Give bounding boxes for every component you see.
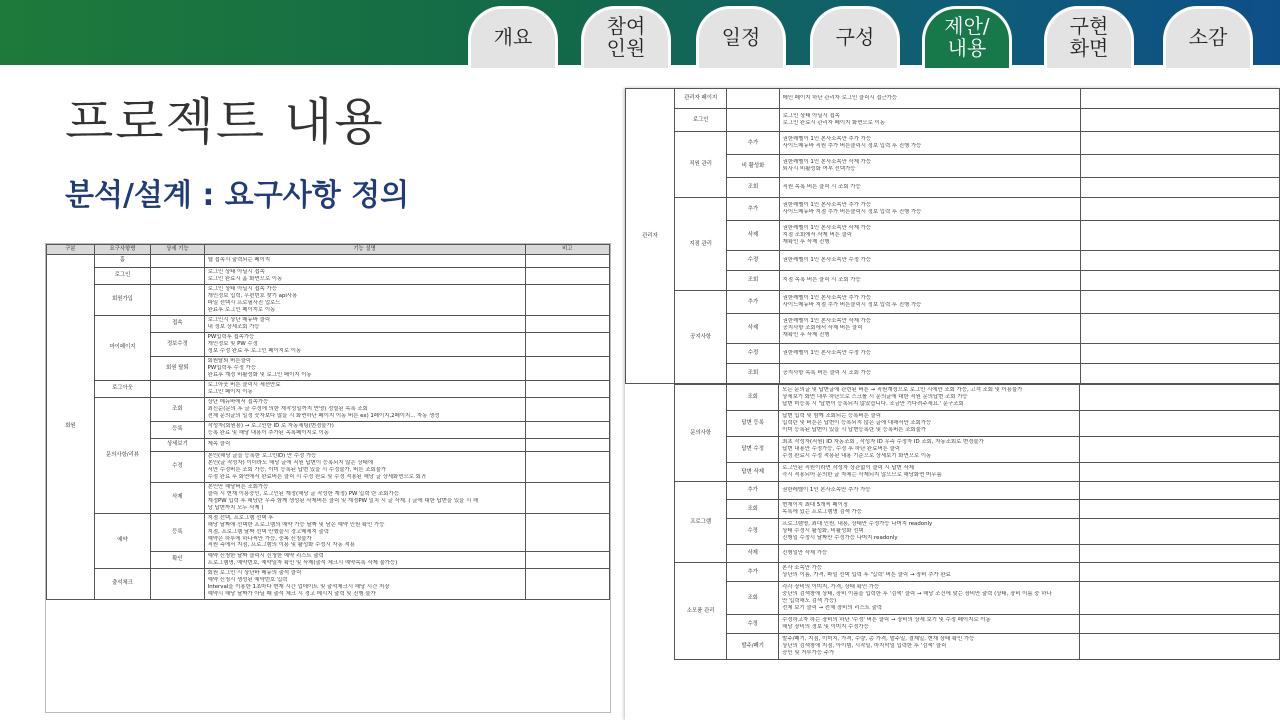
requirement-name-cell: 로그인 xyxy=(675,109,727,132)
description-line: 권한레벨이 1인 본사소속만 추가 가능 xyxy=(782,295,872,302)
function-description-cell xyxy=(779,437,1080,463)
description-line: 메인 페이지 하단 관리자 로그인 클릭시 접근가능 xyxy=(782,95,898,102)
group-cell: 회원 xyxy=(47,254,95,599)
function-description-cell xyxy=(204,254,525,267)
detail-function-cell: 회원 탈퇴 xyxy=(151,356,204,380)
table-row xyxy=(47,568,610,599)
description-line: 예약시 해당 날짜가 아닐 때 출석 체크 시 경고 메시지 출력 및 진행 불가 xyxy=(207,590,376,597)
description-line: 답변 미등록 시 '답변이 등록되지 않았습니다. 조금만 기다려주세요.' 문구조회 xyxy=(782,400,964,407)
description-line: 중단의 검색창에 상태, 장비 이름을 입력한 후 '검색' 클릭 → 해당 조건에 맞는 장비만 출력 (상태, 장비 이름 중 하나 xyxy=(782,591,1052,598)
tab-3[interactable]: 구성 xyxy=(810,6,900,68)
tab-5[interactable]: 구현 화면 xyxy=(1044,6,1134,68)
description-line: 로그인 완료시 관리자 페이지 화면으로 이동 xyxy=(782,120,885,126)
table-row xyxy=(675,615,1280,634)
note-cell xyxy=(1079,482,1279,500)
description-line: 계정PW 입력 후 해당란 우측 함께 생성된 삭제버튼 클릭 및 계정PW 일치 시 글 삭제. ( 글에 대한 답변을 있을 시 해 xyxy=(207,497,479,504)
requirement-name-cell: 공지사항 xyxy=(675,291,727,384)
function-description-cell xyxy=(204,513,525,551)
detail-function-cell: 수정 xyxy=(727,615,779,634)
description-line: 로그인 상태 아닐시 접속 가능 xyxy=(207,286,277,293)
note-cell xyxy=(1080,251,1280,271)
function-description-cell xyxy=(204,315,525,332)
note-cell xyxy=(1079,463,1279,482)
description-line: 전체 문의글의 일정 숫자보다 많을 시 화면하단 페이지 이동 버튼 ex) 1페이지,2페이지... 자동 생성 xyxy=(207,412,440,419)
requirement-name-cell: 소모품 관리 xyxy=(675,563,727,660)
detail-function-cell: 정보수정 xyxy=(151,332,204,356)
note-cell xyxy=(525,397,609,421)
function-description-cell xyxy=(779,482,1080,500)
description-line: 현재이지 최대 5개씩 페이징 xyxy=(782,502,849,509)
table-row xyxy=(626,89,1280,109)
detail-function-cell: 상세보기 xyxy=(151,438,204,451)
function-description-cell xyxy=(779,198,1080,221)
description-line: 최초 작성자(직원) ID 자동조회 , 작성자 ID 우측 수정자 ID 조회, 자동조회로 변경불가 xyxy=(782,439,984,446)
function-description-cell xyxy=(779,545,1080,563)
note-cell xyxy=(525,421,609,438)
note-cell xyxy=(1079,634,1279,660)
requirements-table-admin-continued xyxy=(674,384,1280,660)
description-line: 등록 완료 및 해당 내용이 추가된 목록페이지로 이동 xyxy=(207,429,329,436)
table-row xyxy=(47,513,610,551)
description-line: 로그인 완료시 홈 화면으로 이동 xyxy=(207,275,283,282)
description-line: 최신순(문의 후 글 수정에 의한 재작성일까지 반영) 정렬된 목록 조회 xyxy=(207,405,368,412)
description-line: 권한레벨이 1인 본사소속만 추가 가능 xyxy=(782,487,871,494)
description-line: 정보 수정 완료 후 로그인 페이지로 이동 xyxy=(207,347,302,354)
detail-function-cell: 발주/폐기 xyxy=(727,634,779,660)
description-line: 모든 문의글 및 답변글에 관련된 버튼 → 직원계정으로 로그인 시에만 조회 가능, 고객 조회 및 이용불가 xyxy=(782,387,1023,394)
description-line: 회원 로그인 시 상단바 메뉴의 출석 클릭 xyxy=(207,570,302,577)
description-line: 로그인 상태 아닐시 접속 xyxy=(782,113,840,120)
description-line: 완료후 로그인 페이지로 이동 xyxy=(207,306,276,313)
function-description-cell xyxy=(204,332,525,356)
table-row xyxy=(626,109,1280,132)
detail-function-cell xyxy=(151,380,204,397)
function-description-cell xyxy=(779,132,1080,155)
note-cell xyxy=(525,267,609,284)
description-line: 예약 신청한 날짜 클릭시 신청한 예약 리스트 출력 xyxy=(207,553,324,559)
note-cell xyxy=(1080,109,1280,132)
description-line: 전체 보기 클릭 → 전체 장비의 리스트 출력 xyxy=(782,604,882,611)
description-line: 당 답변까지 모두 삭제 ) xyxy=(207,504,264,511)
description-line: 웹 접속시 출력되는 페이지 xyxy=(207,257,271,264)
function-description-cell xyxy=(779,463,1080,482)
requirement-name-cell: 회원가입 xyxy=(94,284,150,315)
description-line: 프로그램명, 최대 인원, 내용, 상태만 수정가능 나머지 readonly xyxy=(782,521,933,528)
detail-function-cell: 추가 xyxy=(727,482,779,500)
table-header-cell: 요구사항명 xyxy=(94,245,150,255)
description-line: 개인정보 및 PW 수정 xyxy=(207,340,258,347)
requirements-document-member xyxy=(45,243,611,713)
description-line: 상세보기 화면 내부 하단으로 스크롤 시 문의글에 대한 직원 문의답변 조회 가능 xyxy=(782,394,968,401)
description-line: 지점 선택, 프로그램 선택 후 xyxy=(207,515,274,522)
table-row xyxy=(626,198,1280,221)
table-row xyxy=(675,463,1280,482)
description-line: 수정 완료시 수정 적용된 내용 기준으로 상세보기 화면으로 이동 xyxy=(782,452,932,459)
description-line: 해당 장비의 정보 및 이미지 수정가능 xyxy=(782,624,869,630)
description-line: 퇴사시 비활성화 여부 선택가능 xyxy=(782,166,856,172)
function-description-cell xyxy=(204,551,525,568)
description-line: 권한레벨이 1인 본사소속만 수정 가능 xyxy=(782,257,872,264)
description-line: 로그인 상태 아닐시 접속 xyxy=(207,269,265,275)
table-row xyxy=(47,380,610,397)
detail-function-cell: 등록 xyxy=(151,513,204,551)
detail-function-cell: 조회 xyxy=(727,582,779,615)
requirement-name-cell: 관리자 페이지 xyxy=(675,89,727,109)
description-line: 제목 클릭 xyxy=(207,441,231,448)
note-cell xyxy=(1079,582,1279,615)
requirement-name-cell: 문의사항/리뷰 xyxy=(94,397,150,513)
function-description-cell xyxy=(779,178,1080,198)
note-cell xyxy=(1080,155,1280,178)
detail-function-cell: 추가 xyxy=(727,198,779,221)
description-line: 이미 등록된 답변이 있을 시 답변등록란 및 등록버튼 조회불가 xyxy=(782,426,927,433)
note-cell xyxy=(1080,344,1280,364)
description-line: 권한레벨이 1인 본사소속만 수정 가능 xyxy=(782,350,872,357)
note-cell xyxy=(525,332,609,356)
function-description-cell xyxy=(204,397,525,421)
table-row xyxy=(675,519,1280,545)
description-line: 만 입력해도 검색 가능) xyxy=(782,598,837,604)
note-cell xyxy=(1079,437,1279,463)
description-line: 진행일만 삭제 가능 xyxy=(782,550,828,557)
description-line: 프로그램명, 예약번호, 예약일자 확인 및 삭제(출석 체크시 예약목록 삭제 불가능) xyxy=(207,559,398,566)
description-line: 재확인 후 삭제 진행 xyxy=(782,238,830,245)
description-line: 공지사항 목록 버튼 클릭 시 조회 가능 xyxy=(782,370,872,377)
description-line: 답변 내용만 수정가능, 수정 후 하단 완료버튼 클릭 xyxy=(782,446,901,453)
description-line: 본사 소속만 가능 xyxy=(782,565,823,572)
description-line: 로그인 페이지 이동 xyxy=(207,388,253,395)
function-description-cell xyxy=(779,385,1080,411)
table-row xyxy=(626,132,1280,155)
table-row xyxy=(47,284,610,315)
function-description-cell xyxy=(204,284,525,315)
description-line: 서만 수정버튼 조회 가능, 이미 등록된 답변 있을 시 수정불가, 버튼 조회불가 xyxy=(207,466,387,473)
function-description-cell xyxy=(204,356,525,380)
note-cell xyxy=(1079,615,1279,634)
description-line: 공지사항 조회에서 삭제 버튼 클릭 xyxy=(782,325,863,332)
note-cell xyxy=(525,513,609,551)
description-line: 클릭 시 현재 이용중인, 로그인된 계정(해당 글 작성한 계정) PW 입력 란 조회가능 xyxy=(207,491,399,497)
description-line: 로그인된 직원이라면 작성자 상관없이 클릭 시 답변 삭제 xyxy=(782,465,914,472)
requirements-document-admin xyxy=(625,88,1280,720)
function-description-cell xyxy=(779,221,1080,251)
requirements-table-member xyxy=(46,244,610,600)
table-row xyxy=(626,291,1280,314)
detail-function-cell: 접속 xyxy=(151,315,204,332)
description-line: 로그아웃 버튼 클릭시 세션만료 xyxy=(207,382,281,388)
detail-function-cell: 답변 수정 xyxy=(727,437,779,463)
requirement-name-cell: 지점 관리 xyxy=(675,198,727,291)
table-header-cell: 비고 xyxy=(525,245,609,255)
description-line: PW입력후 수정 가능 xyxy=(207,364,257,371)
function-description-cell xyxy=(779,411,1080,437)
table-row xyxy=(675,437,1280,463)
note-cell xyxy=(1080,271,1280,291)
detail-function-cell: 등록 xyxy=(151,421,204,438)
description-line: 로그인시 상단 메뉴바 클릭 xyxy=(207,317,271,323)
function-description-cell xyxy=(779,314,1080,344)
requirement-name-cell: 로그인 xyxy=(94,267,150,284)
description-line: 수정하고자 하는 장비의 하단 '수정' 버튼 클릭 → 장비의 상세 보기 및 수정 페이지로 이동 xyxy=(782,617,991,624)
description-line: 즉시 적용되어 문의한 글 자체는 삭제되지 않으므로 해당화면 머무름 xyxy=(782,472,942,478)
table-row xyxy=(675,582,1280,615)
function-description-cell xyxy=(779,364,1080,384)
detail-function-cell xyxy=(151,568,204,599)
description-line: 상단의 검색창에 지점, 아이템, 시작일, 마지막일 입력한 후 '검색' 클릭 xyxy=(782,643,947,650)
description-line: 권한레벨이 1인 본사소속만 추가 가능 xyxy=(782,202,872,209)
description-line: 권한레벨이 1인 본사소속만 삭제 가능 xyxy=(782,318,872,325)
function-description-cell xyxy=(779,634,1080,660)
function-description-cell xyxy=(779,563,1080,582)
function-description-cell xyxy=(779,271,1080,291)
description-line: 회원탈퇴 버튼클릭 xyxy=(207,358,251,365)
function-description-cell xyxy=(779,615,1080,634)
description-line: 개인정보 입력, 우편번호 찾기 api사용 xyxy=(207,293,298,299)
note-cell xyxy=(525,482,609,513)
requirements-table-admin xyxy=(625,88,1280,384)
description-line: 권한레벨이 1인 본사소속만 추가 가능 xyxy=(782,136,872,143)
description-line: 입력란 및 버튼은 답변이 등록되지 않은 글에 대해서만 조회가능 xyxy=(782,420,932,427)
detail-function-cell: 추가 xyxy=(727,563,779,582)
description-line: 수정 완료 후 화면에서 완료버튼 클릭 시 수정 완료 및 수정 적용된 해당 글 상세화면으로 회귀 xyxy=(207,473,427,480)
requirement-name-cell: 홈 xyxy=(94,254,150,267)
detail-function-cell: 수정 xyxy=(151,451,204,482)
note-cell xyxy=(525,551,609,568)
detail-function-cell: 삭제 xyxy=(727,314,779,344)
function-description-cell xyxy=(779,582,1080,615)
table-row xyxy=(675,411,1280,437)
function-description-cell xyxy=(779,89,1080,109)
note-cell xyxy=(1080,291,1280,314)
table-row xyxy=(47,397,610,421)
description-line: 재확인 후 삭제 진행 xyxy=(782,331,830,338)
note-cell xyxy=(1079,500,1279,519)
detail-function-cell: 조회 xyxy=(727,178,779,198)
description-line: 지점 조회에서 삭제 버튼 클릭 xyxy=(782,232,853,239)
note-cell xyxy=(525,254,609,267)
detail-function-cell: 수정 xyxy=(727,251,779,271)
table-row xyxy=(47,315,610,332)
detail-function-cell: 수정 xyxy=(727,344,779,364)
description-line: 본인만 해당버튼 조회가능 xyxy=(207,484,269,491)
group-cell: 관리자 xyxy=(626,89,675,384)
detail-function-cell: 삭제 xyxy=(151,482,204,513)
description-line: 사이드메뉴바 지점 추가 버튼클릭시 정보 입력 후 진행 가능 xyxy=(782,209,922,215)
function-description-cell xyxy=(204,451,525,482)
function-description-cell xyxy=(779,109,1080,132)
tab-1[interactable]: 참여 인원 xyxy=(581,6,671,68)
table-row xyxy=(675,545,1280,563)
table-row xyxy=(47,267,610,284)
detail-function-cell xyxy=(151,254,204,267)
detail-function-cell xyxy=(727,109,779,132)
note-cell xyxy=(1079,563,1279,582)
note-cell xyxy=(1080,178,1280,198)
tab-4[interactable]: 제안/ 내용 xyxy=(922,6,1012,68)
table-row xyxy=(675,482,1280,500)
note-cell xyxy=(1079,519,1279,545)
detail-function-cell: 답변 등록 xyxy=(727,411,779,437)
description-line: 권한레벨이 1인 본사소속만 삭제 가능 xyxy=(782,225,872,232)
table-row xyxy=(675,634,1280,660)
note-cell xyxy=(1079,545,1279,563)
detail-function-cell: 확인 xyxy=(151,551,204,568)
function-description-cell xyxy=(779,500,1080,519)
function-description-cell xyxy=(779,251,1080,271)
description-line: 발주/폐기, 지점, 이미지, 가격, 수량, 총 가격, 발주일, 결제일, 현재 상태 확인 가능 xyxy=(782,636,975,643)
function-description-cell xyxy=(204,421,525,438)
description-line: 작성자(회원용) → 로그인한 ID 로 자동세팅(변경불가) xyxy=(207,423,334,429)
description-line: 본인(글 작성자) 이더라도 해당 글에 직원 답변이 등록되지 않은 상태에 xyxy=(207,460,374,466)
description-line: 권한레벨이 1인 본사소속만 삭제 가능 xyxy=(782,159,872,166)
description-line: 진행일 수정시 날짜만 수정가능 나머지 readonly xyxy=(782,534,898,541)
description-line: 해당 날짜에 선택한 프로그램의 예약 가능 날짜 및 남은 예약 인원 확인 가능 xyxy=(207,522,385,529)
note-cell xyxy=(525,356,609,380)
table-row xyxy=(675,500,1280,519)
note-cell xyxy=(1080,364,1280,384)
description-line: 내 정보 상세조회 가능 xyxy=(207,323,260,330)
note-cell xyxy=(525,315,609,332)
table-row xyxy=(675,563,1280,582)
detail-function-cell: 조회 xyxy=(727,271,779,291)
detail-function-cell xyxy=(151,284,204,315)
note-cell xyxy=(525,568,609,599)
function-description-cell xyxy=(204,568,525,599)
function-description-cell xyxy=(779,519,1080,545)
note-cell xyxy=(1080,221,1280,251)
note-cell xyxy=(1079,411,1279,437)
detail-function-cell: 수정 xyxy=(727,519,779,545)
description-line: 예약 신청시 생성된 예약번호 입력 xyxy=(207,577,288,583)
function-description-cell xyxy=(204,482,525,513)
description-line: 답변 입력 및 함께 조회되는 등록버튼 클릭 xyxy=(782,413,881,420)
note-cell xyxy=(1079,385,1279,411)
table-header-cell: 구분 xyxy=(47,245,95,255)
detail-function-cell: 추가 xyxy=(727,291,779,314)
function-description-cell xyxy=(204,438,525,451)
description-line: 사이드메뉴바 직원 추가 버튼클릭시 정보 입력 후 진행 가능 xyxy=(782,143,922,149)
requirement-name-cell: 출석체크 xyxy=(94,568,150,599)
tab-0[interactable]: 개요 xyxy=(468,6,558,68)
description-line: 사이드메뉴바 지점 추가 버튼클릭시 정보 입력 후 진행 가능 xyxy=(782,302,922,308)
description-line: 상단 메뉴바에서 접속가능 xyxy=(207,399,269,406)
detail-function-cell: 답변 삭제 xyxy=(727,463,779,482)
description-line: 상태 수정시 활성화, 비활성화 선택 xyxy=(782,528,864,535)
requirement-name-cell: 로그아웃 xyxy=(94,380,150,397)
detail-function-cell: 비 활성화 xyxy=(727,155,779,178)
tab-2[interactable]: 일정 xyxy=(696,6,786,68)
requirement-name-cell: 문의사항 xyxy=(675,385,727,482)
function-description-cell xyxy=(779,344,1080,364)
description-line: 지점, 프로그램 날짜 선택 안했을시 경고메세지 출력 xyxy=(207,528,329,535)
table-header-cell: 기능 설명 xyxy=(204,245,525,255)
table-row xyxy=(47,254,610,267)
tab-6[interactable]: 소감 xyxy=(1163,6,1253,68)
detail-function-cell: 조회 xyxy=(727,364,779,384)
detail-function-cell: 조회 xyxy=(151,397,204,421)
description-line: 파일 선택시 프로필사진 업로드 xyxy=(207,299,281,306)
note-cell xyxy=(525,380,609,397)
description-line: 본인(해당 글을 등록한 로그인ID) 만 수정 가능 xyxy=(207,453,317,460)
description-line: 예약은 하루에 하나씩만 가능, 중복 신청불가 xyxy=(207,535,312,542)
note-cell xyxy=(1080,198,1280,221)
note-cell xyxy=(525,438,609,451)
description-line: 직원 측에서 지점, 프로그램의 이용 및 활성화 수정시 자동 적용 xyxy=(207,542,355,549)
page-subtitle: 분석/설계 : 요구사항 정의 xyxy=(65,178,410,213)
detail-function-cell: 조회 xyxy=(727,385,779,411)
note-cell xyxy=(525,451,609,482)
detail-function-cell xyxy=(151,267,204,284)
description-line: 상단의 이름, 가격, 파일 선택 입력 후 '입력' 버튼 클릭 → 장비 추가 완료 xyxy=(782,572,951,578)
note-cell xyxy=(1080,314,1280,344)
description-line: PW입력후 접속가능 xyxy=(207,334,255,341)
description-line: 완료후 계정 비활성화 및 로그인 페이지 이동 xyxy=(207,371,312,378)
detail-function-cell: 삭제 xyxy=(727,545,779,563)
function-description-cell xyxy=(779,155,1080,178)
requirement-name-cell: 직원 관리 xyxy=(675,132,727,198)
table-header-cell: 상세 기능 xyxy=(151,245,204,255)
description-line: Interval을 이용한 1초마다 현재 시간 업데이트 및 출석체크시 해당 시간 저장 xyxy=(207,583,390,590)
description-line: 각각 장비의 이미지, 가격, 상태 확인 가능 xyxy=(782,584,880,591)
description-line: 승인 및 거부가능 주가 xyxy=(782,649,835,656)
requirement-name-cell: 마이페이지 xyxy=(94,315,150,380)
detail-function-cell: 조회 xyxy=(727,500,779,519)
detail-function-cell xyxy=(727,89,779,109)
note-cell xyxy=(525,284,609,315)
requirement-name-cell: 프로그램 xyxy=(675,482,727,563)
detail-function-cell: 추가 xyxy=(727,132,779,155)
note-cell xyxy=(1080,132,1280,155)
function-description-cell xyxy=(204,267,525,284)
function-description-cell xyxy=(204,380,525,397)
detail-function-cell: 삭제 xyxy=(727,221,779,251)
note-cell xyxy=(1080,89,1280,109)
page-title: 프로젝트 내용 xyxy=(65,93,385,151)
requirement-name-cell: 예약 xyxy=(94,513,150,568)
description-line: 직원 목록 버튼 클릭 시 조회 가능 xyxy=(782,184,861,191)
table-row xyxy=(675,385,1280,411)
description-line: 지점 목록 버튼 클릭 시 조회 가능 xyxy=(782,277,861,284)
description-line: 목록에 있는 프로그램명 검색 가능 xyxy=(782,509,862,515)
function-description-cell xyxy=(779,291,1080,314)
